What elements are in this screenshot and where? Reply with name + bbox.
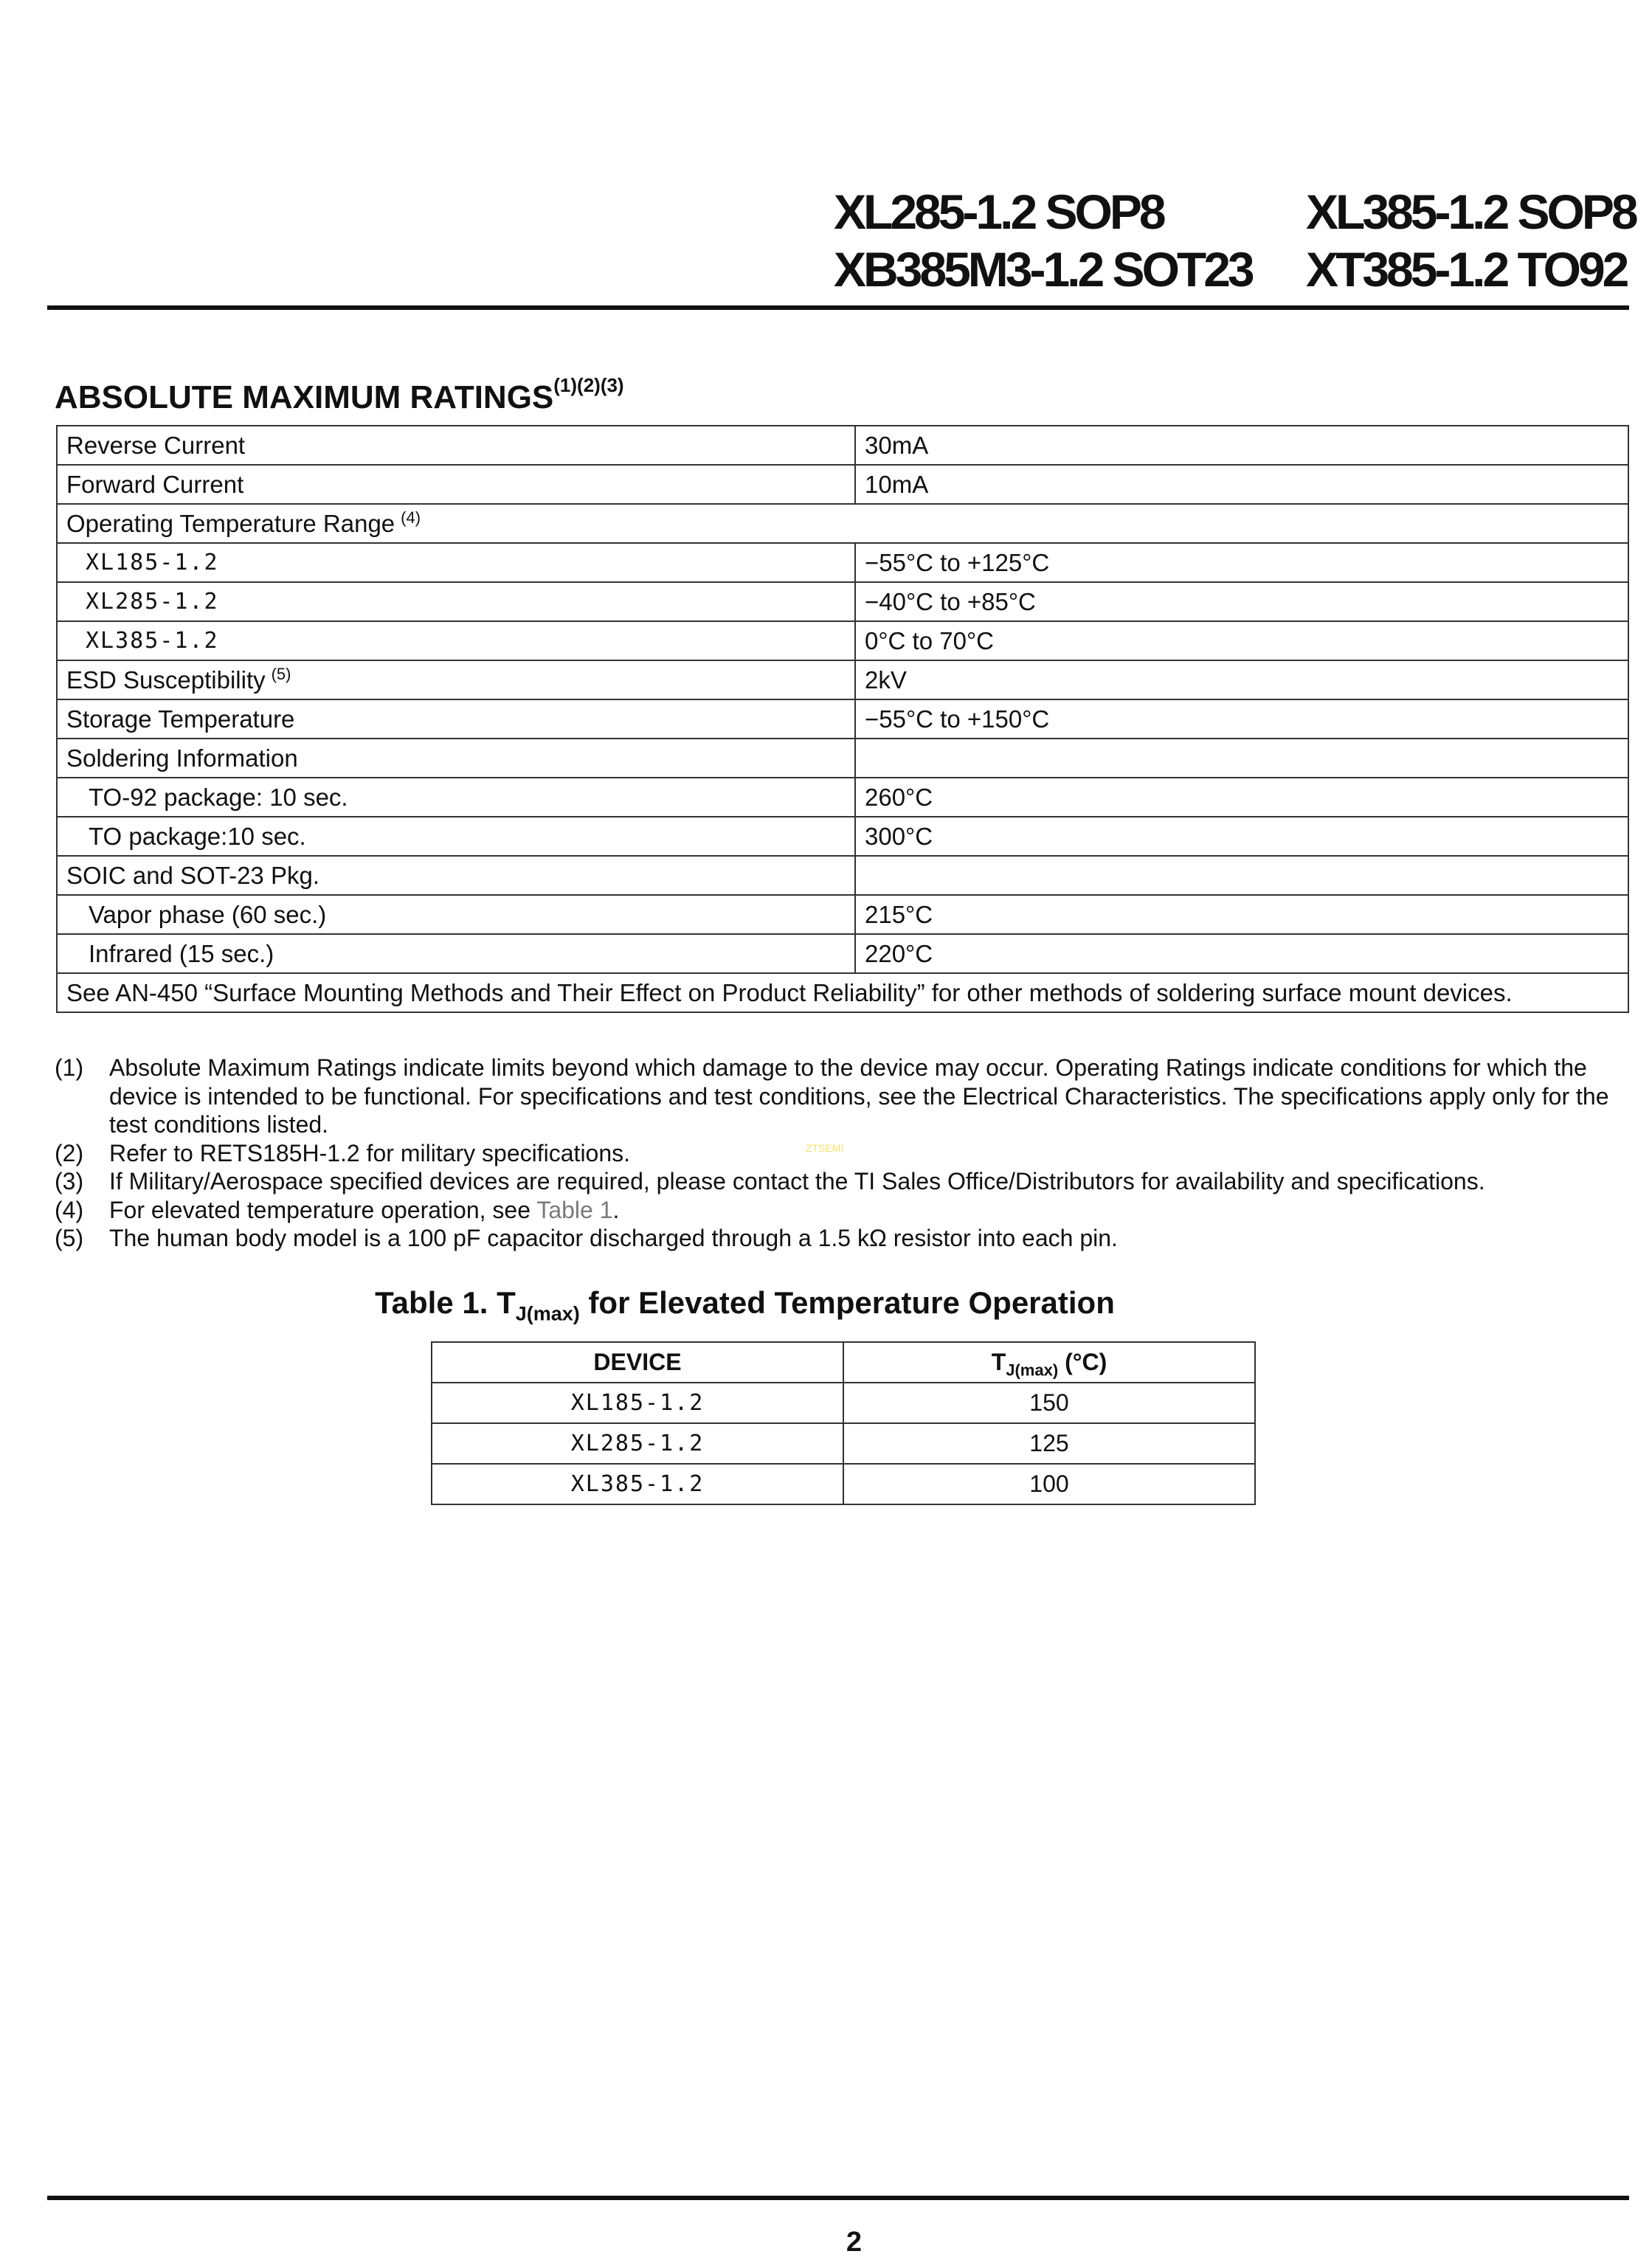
param-cell: Operating Temperature Range $^{(4)}$: [57, 504, 1628, 543]
table-row: [57, 699, 1628, 739]
table-row: [57, 778, 1628, 817]
value-cell: 300°C: [855, 817, 1628, 856]
footnote: [55, 1054, 1641, 1139]
footnote-ref: (5): [271, 665, 291, 683]
device-cell: XL285-1.2: [432, 1423, 843, 1464]
value-cell: 220°C: [855, 934, 1628, 973]
footnote-text: If Military/Aerospace specified devices are required, please contact the TI Sales Office/Distributors for availability and specifications.: [109, 1168, 1485, 1194]
value-cell: 30mA: [855, 426, 1628, 465]
value-cell: [855, 856, 1628, 895]
table-1-title: Table 1. $T_{J(max)}$ for Elevated Temperature Operation: [375, 1285, 1115, 1325]
table-row: [57, 973, 1628, 1012]
page-number: 2: [846, 2227, 863, 2258]
value-cell: 2kV: [855, 660, 1628, 699]
footnote-text: Refer to RETS185H-1.2 for military specifications.: [109, 1139, 631, 1166]
footnote-number: (4): [55, 1196, 84, 1223]
param-cell: TO-92 package: 10 sec.: [57, 778, 855, 817]
footnotes: [55, 1054, 1641, 1253]
table-row: [57, 895, 1628, 934]
table-header-row: [432, 1342, 1255, 1383]
footnote-number: (1): [55, 1054, 84, 1081]
param-cell: Infrared (15 sec.): [57, 934, 855, 973]
param-cell: Forward Current: [57, 465, 855, 504]
param-cell: SOIC and SOT-23 Pkg.: [57, 856, 855, 895]
column-header-tj-max: $T_{J(max)}$ (°C): [843, 1342, 1255, 1383]
value-cell: [855, 739, 1628, 778]
footnote-text: Absolute Maximum Ratings indicate limits beyond which damage to the device may occur. Operating Ratings indicate conditions for which the device is intended to be functional. For specifications and test conditions, see the Electrical Characteristics. The specifications apply only for the test conditions listed.: [109, 1054, 1609, 1138]
header-right-part-numbers: [1306, 183, 1636, 298]
param-cell: Reverse Current: [57, 426, 855, 465]
footnote-number: (5): [55, 1225, 84, 1251]
param-cell: ESD Susceptibility $^{(5)}$: [57, 660, 855, 699]
value-cell: −55°C to +150°C: [855, 699, 1628, 739]
table-row: [57, 426, 1628, 465]
table-row: [432, 1423, 1255, 1464]
table-row: [57, 660, 1628, 699]
elevated-temperature-table: [431, 1341, 1256, 1505]
footnote: [55, 1139, 1641, 1168]
param-cell: TO package:10 sec.: [57, 817, 855, 856]
header-part-number: XT385-1.2 TO92: [1306, 242, 1627, 297]
table-row: [57, 621, 1628, 660]
param-cell: XL385-1.2: [57, 621, 855, 660]
table-row: [57, 739, 1628, 778]
footnote-ref: (4): [401, 508, 421, 527]
device-cell: XL385-1.2: [432, 1464, 843, 1504]
table-row: [57, 817, 1628, 856]
watermark: ZTSEMI: [806, 1142, 844, 1154]
footnote-refs: (1)(2)(3): [553, 374, 624, 397]
footer-divider: [47, 2196, 1629, 2200]
column-header-device: DEVICE: [432, 1342, 843, 1383]
temp-cell: 100: [843, 1464, 1255, 1504]
table-row: [57, 582, 1628, 621]
table-row: [432, 1383, 1255, 1423]
table-row: [57, 543, 1628, 582]
footnote: [55, 1167, 1641, 1196]
header-left-part-numbers: [834, 183, 1252, 298]
table-row: [57, 504, 1628, 543]
table-row: [432, 1464, 1255, 1504]
value-cell: 0°C to 70°C: [855, 621, 1628, 660]
footnote: [55, 1224, 1641, 1253]
absolute-maximum-ratings-table: [56, 425, 1629, 1013]
value-cell: 10mA: [855, 465, 1628, 504]
value-cell: 215°C: [855, 895, 1628, 934]
footnote-number: (2): [55, 1139, 84, 1166]
section-title: ABSOLUTE MAXIMUM $RATINGS^{(1)(2)(3)}$: [55, 374, 624, 415]
param-cell: XL185-1.2: [57, 543, 855, 582]
table-1-link[interactable]: Table 1: [536, 1196, 613, 1223]
header-part-number: XL285-1.2 SOP8: [834, 184, 1164, 239]
value-cell: −55°C to +125°C: [855, 543, 1628, 582]
table-row: [57, 465, 1628, 504]
table-row: [57, 934, 1628, 973]
param-cell: Soldering Information: [57, 739, 855, 778]
temp-cell: 125: [843, 1423, 1255, 1464]
param-cell: XL285-1.2: [57, 582, 855, 621]
header-part-number: XL385-1.2 SOP8: [1306, 184, 1636, 239]
param-cell: Vapor phase (60 sec.): [57, 895, 855, 934]
header-divider: [47, 305, 1629, 310]
footnote: (4) For elevated temperature operation, see Table 1.: [55, 1196, 620, 1223]
footer-note-cell: See AN-450 “Surface Mounting Methods and Their Effect on Product Reliability” for other methods of soldering surface mount devices.: [57, 973, 1628, 1012]
temp-cell: 150: [843, 1383, 1255, 1423]
footnote-text: The human body model is a 100 pF capacitor discharged through a 1.5 kΩ resistor into each pin.: [109, 1225, 1118, 1251]
param-cell: Storage Temperature: [57, 699, 855, 739]
footnote-text: For elevated temperature operation, see: [109, 1196, 530, 1223]
footnote-number: (3): [55, 1168, 84, 1194]
table-row: [57, 856, 1628, 895]
device-cell: XL185-1.2: [432, 1383, 843, 1423]
header-part-number: XB385M3-1.2 SOT23: [834, 242, 1252, 297]
value-cell: 260°C: [855, 778, 1628, 817]
value-cell: −40°C to +85°C: [855, 582, 1628, 621]
